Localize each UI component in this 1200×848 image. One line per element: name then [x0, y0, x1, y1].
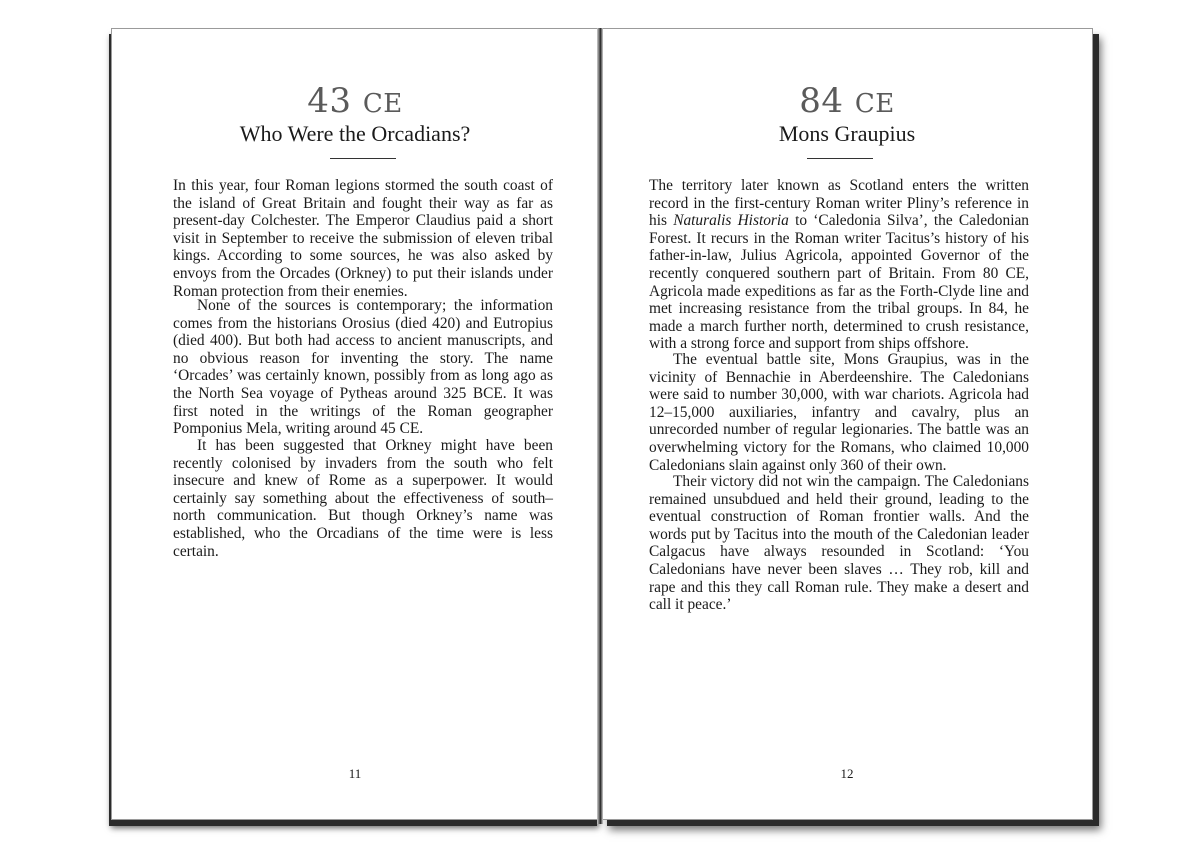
- right-paragraph-1: The territory later known as Scotland enters the written record in the first-century Roman writer Pliny’s reference in his Naturalis Historia to ‘Caledonia Silva’, the Caledonian Forest. It recurs in the Roman writer Tacitus’s history of his father-in-law, Julius Agricola, appointed Governor of the recently conquered southern part of Britain. From 80 CE, Agricola made expeditions as far as the Forth-Clyde line and met increasing resistance from the tribal groups. In 84, he made a march further north, determined to crush resistance, with a strong force and support from ships offshore.: [649, 177, 1029, 353]
- book-title-italic: Naturalis Historia: [673, 212, 789, 230]
- left-page-number: 11: [348, 766, 362, 781]
- left-title-rule: [330, 158, 396, 159]
- right-title-rule: [807, 158, 873, 159]
- left-paragraph-1: In this year, four Roman legions stormed the south coast of the island of Great Britain and fought their way as far as present-day Colchester. The Emperor Claudius paid a short visit in September to receive the submission of eleven tribal kings. According to some sources, he was also asked by envoys from the Orcades (Orkney) to put their islands under Roman protection from their enemies.: [173, 177, 553, 300]
- left-paragraph-3: It has been suggested that Orkney might have been recently colonised by invaders from the south who felt insecure and knew of Rome as a superpower. It would certainly say something about the effectiveness of south–north communication. But though Orkney’s name was established, who the Orcadians of the time were is less certain.: [173, 437, 553, 560]
- right-chapter-title: Mons Graupius: [778, 121, 916, 146]
- left-era-label: CE: [362, 89, 403, 119]
- right-year-heading: 84 CE: [799, 81, 895, 121]
- book-gutter: [597, 28, 603, 824]
- left-page: [111, 28, 599, 820]
- left-year-heading: 43 CE: [307, 81, 403, 121]
- right-paragraph-2: The eventual battle site, Mons Graupius, was in the vicinity of Bennachie in Aberdeenshire. The Caledonians were said to number 30,000, with war chariots. Agricola had 12–15,000 auxiliaries, infantry and cavalry, plus an unrecorded number of regular legionaries. The battle was an overwhelming victory for the Romans, who claimed 10,000 Caledonians slain against only 360 of their own.: [649, 351, 1029, 474]
- right-era-label: CE: [854, 89, 895, 119]
- left-paragraph-2: None of the sources is contemporary; the information comes from the historians Orosius (died 420) and Eutropius (died 400). But both had access to ancient manuscripts, and no obvious reason for inventing the story. The name ‘Orcades’ was certainly known, possibly from as long ago as the North Sea voyage of Pytheas around 325 BCE. It was first noted in the writings of the Roman geographer Pomponius Mela, writing around 45 CE.: [173, 297, 553, 438]
- book-spread: [111, 28, 1093, 822]
- left-chapter-title: Who Were the Orcadians?: [239, 121, 471, 146]
- right-paragraph-3: Their victory did not win the campaign. The Caledonians remained unsubdued and held their ground, leading to the eventual construction of Roman frontier walls. And the words put by Tacitus into the mouth of the Caledonian leader Calgacus have always resounded in Scotland: ‘You Caledonians have never been slaves … They rob, kill and rape and this they call Roman rule. They make a desert and call it peace.’: [649, 473, 1029, 614]
- right-page: [601, 28, 1093, 820]
- right-page-number: 12: [840, 766, 854, 781]
